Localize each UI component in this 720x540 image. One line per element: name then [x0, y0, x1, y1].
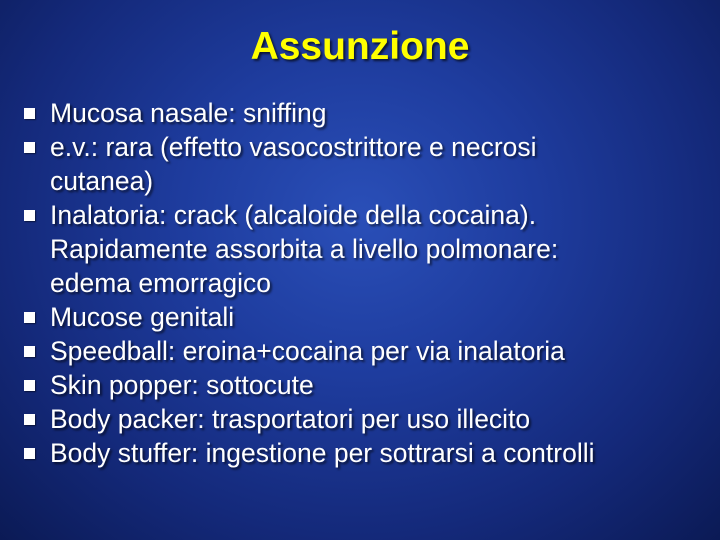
square-bullet-icon [24, 108, 35, 119]
square-bullet-icon [24, 142, 35, 153]
bullet-text: Body packer: trasportatori per uso illecito [50, 404, 531, 434]
bullet-item-body-packer [22, 402, 712, 436]
bullet-text: Skin popper: sottocute [50, 370, 314, 400]
square-bullet-icon [24, 312, 35, 323]
bullet-text-continuation: Rapidamente assorbita a livello polmonare: [50, 234, 559, 264]
bullet-text-continuation: edema emorragico [50, 268, 271, 298]
bullet-text: Inalatoria: crack (alcaloide della cocaina). [50, 200, 537, 230]
bullet-item-ev [22, 130, 712, 198]
square-bullet-icon [24, 414, 35, 425]
bullet-item-body-stuffer [22, 436, 712, 470]
bullet-text: e.v.: rara (effetto vasocostrittore e necrosi [50, 132, 537, 162]
bullet-text: Speedball: eroina+cocaina per via inalatoria [50, 336, 565, 366]
square-bullet-icon [24, 380, 35, 391]
bullet-text: Mucose genitali [50, 302, 235, 332]
square-bullet-icon [24, 346, 35, 357]
bullet-text: Mucosa nasale: sniffing [50, 98, 327, 128]
bullet-text: Body stuffer: ingestione per sottrarsi a controlli [50, 438, 595, 468]
square-bullet-icon [24, 448, 35, 459]
bullet-item-speedball [22, 334, 712, 368]
bullet-item-sniffing [22, 96, 712, 130]
bullet-item-mucose-genitali [22, 300, 712, 334]
square-bullet-icon [24, 210, 35, 221]
bullet-item-inalatoria [22, 198, 712, 300]
bullet-list [22, 96, 712, 470]
slide-title: Assunzione [250, 25, 470, 68]
bullet-text-continuation: cutanea) [50, 166, 154, 196]
bullet-item-skin-popper [22, 368, 712, 402]
